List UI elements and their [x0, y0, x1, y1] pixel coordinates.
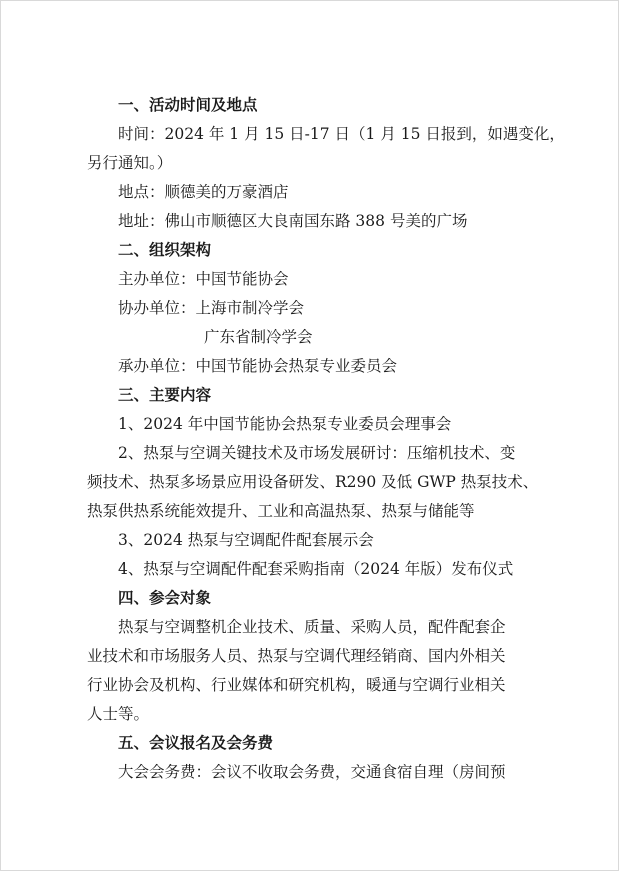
section-heading: 四、参会对象	[118, 589, 212, 607]
participants-line: 热泵与空调整机企业技术、质量、采购人员，配件配套企	[118, 618, 506, 636]
place-line: 地点：顺德美的万豪酒店	[118, 183, 289, 201]
time-line: 时间：2024 年 1 月 15 日-17 日（1 月 15 日报到，如遇变化，	[118, 125, 565, 143]
fee-line: 大会会务费：会议不收取会务费，交通食宿自理（房间预	[118, 763, 506, 781]
host-line: 主办单位：中国节能协会	[118, 270, 289, 288]
document-body	[87, 91, 565, 787]
participants-line-continued: 业技术和市场服务人员、热泵与空调代理经销商、国内外相关	[87, 647, 506, 665]
content-item-continued: 热泵供热系统能效提升、工业和高温热泵、热泵与储能等	[87, 502, 475, 520]
section-heading: 三、主要内容	[118, 386, 212, 404]
time-line-continued: 另行通知。）	[87, 154, 173, 172]
participants-line-continued: 人士等。	[87, 705, 150, 723]
content-item-continued: 频技术、热泵多场景应用设备研发、R290 及低 GWP 热泵技术、	[87, 473, 539, 491]
co-host-line: 协办单位：上海市制冷学会	[118, 299, 305, 317]
section-heading: 二、组织架构	[118, 241, 212, 259]
organizer-line: 承办单位：中国节能协会热泵专业委员会	[118, 357, 398, 375]
section-heading: 五、会议报名及会务费	[118, 734, 274, 752]
section-heading: 一、活动时间及地点	[118, 96, 258, 114]
content-item: 1、2024 年中国节能协会热泵专业委员会理事会	[118, 415, 452, 433]
content-item: 3、2024 热泵与空调配件配套展示会	[118, 531, 374, 549]
content-item: 4、热泵与空调配件配套采购指南（2024 年版）发布仪式	[118, 560, 514, 578]
participants-line-continued: 行业协会及机构、行业媒体和研究机构，暖通与空调行业相关	[87, 676, 506, 694]
content-item: 2、热泵与空调关键技术及市场发展研讨：压缩机技术、变	[118, 444, 516, 462]
address-line: 地址：佛山市顺德区大良南国东路 388 号美的广场	[118, 212, 468, 230]
co-host-line-2: 广东省制冷学会	[204, 328, 313, 346]
